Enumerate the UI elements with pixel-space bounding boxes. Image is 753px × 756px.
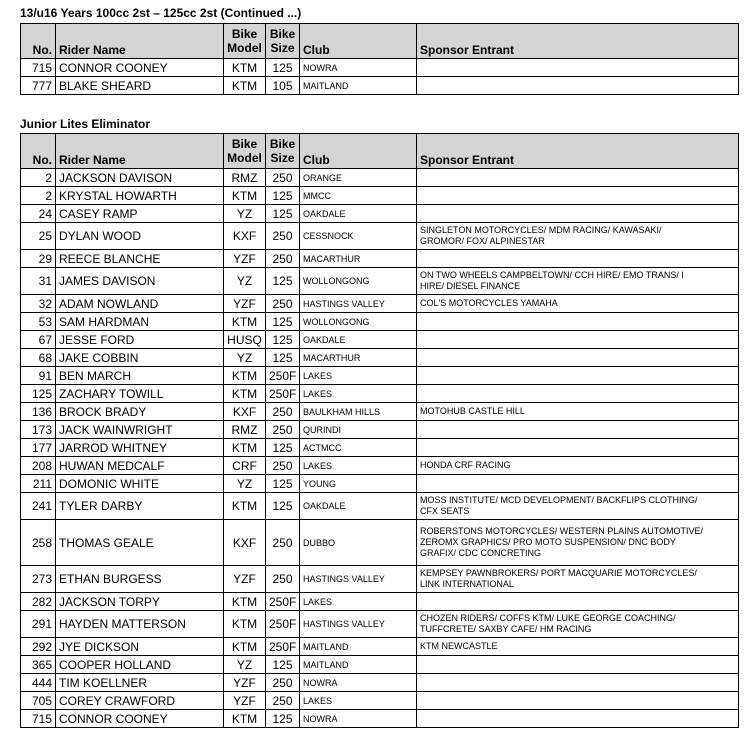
sponsor-line: KEMPSEY PAWNBROKERS/ PORT MACQUARIE MOTORCYCLES/ <box>420 568 697 578</box>
cell-bike-model: KTM <box>224 638 266 656</box>
cell-bike-model: YZ <box>224 349 266 367</box>
cell-rider-name: HAYDEN MATTERSON <box>56 611 224 638</box>
table-row <box>21 59 739 77</box>
cell-rider-name: ETHAN BURGESS <box>56 566 224 593</box>
cell-club: NOWRA <box>300 674 417 692</box>
cell-no: 24 <box>21 205 56 223</box>
cell-sponsor-entrant <box>417 421 739 439</box>
sponsor-line: GROMOR/ FOX/ ALPINESTAR <box>420 236 545 246</box>
cell-sponsor-entrant <box>417 475 739 493</box>
cell-sponsor-entrant <box>417 77 739 95</box>
cell-bike-model: RMZ <box>224 421 266 439</box>
riders-table-junior-lites <box>20 133 739 728</box>
cell-rider-name: JACK WAINWRIGHT <box>56 421 224 439</box>
cell-rider-name: JYE DICKSON <box>56 638 224 656</box>
cell-no: 136 <box>21 403 56 421</box>
cell-sponsor-entrant <box>417 611 739 638</box>
cell-no: 715 <box>21 59 56 77</box>
cell-sponsor-entrant <box>417 403 739 421</box>
header-sponsor-entrant: Sponsor Entrant <box>417 24 739 59</box>
table-row <box>21 223 739 250</box>
cell-bike-size: 125 <box>266 268 300 295</box>
table-row <box>21 169 739 187</box>
cell-club: WOLLONGONG <box>300 268 417 295</box>
cell-no: 292 <box>21 638 56 656</box>
cell-club: MACARTHUR <box>300 250 417 268</box>
cell-rider-name: JAMES DAVISON <box>56 268 224 295</box>
cell-bike-size: 250F <box>266 611 300 638</box>
cell-bike-model: YZF <box>224 295 266 313</box>
cell-rider-name: DYLAN WOOD <box>56 223 224 250</box>
header-sponsor-entrant: Sponsor Entrant <box>417 134 739 169</box>
cell-rider-name: ZACHARY TOWILL <box>56 385 224 403</box>
table-row <box>21 710 739 728</box>
sponsor-line: COL'S MOTORCYCLES YAMAHA <box>420 298 558 308</box>
cell-bike-size: 250F <box>266 367 300 385</box>
cell-rider-name: BROCK BRADY <box>56 403 224 421</box>
cell-club: DUBBO <box>300 520 417 566</box>
cell-club: HASTINGS VALLEY <box>300 566 417 593</box>
cell-club: MAITLAND <box>300 77 417 95</box>
cell-bike-size: 125 <box>266 187 300 205</box>
sponsor-line: MOTOHUB CASTLE HILL <box>420 406 525 416</box>
cell-rider-name: SAM HARDMAN <box>56 313 224 331</box>
sponsor-line: CHOZEN RIDERS/ COFFS KTM/ LUKE GEORGE COACHING/ <box>420 613 676 623</box>
table-row <box>21 349 739 367</box>
table-row <box>21 520 739 566</box>
sponsor-line: HIRE/ DIESEL FINANCE <box>420 281 521 291</box>
cell-no: 444 <box>21 674 56 692</box>
cell-rider-name: CASEY RAMP <box>56 205 224 223</box>
cell-club: ORANGE <box>300 169 417 187</box>
cell-bike-model: CRF <box>224 457 266 475</box>
cell-club: OAKDALE <box>300 205 417 223</box>
cell-club: MAITLAND <box>300 656 417 674</box>
cell-rider-name: TYLER DARBY <box>56 493 224 520</box>
table-header-row <box>21 134 739 169</box>
header-no: No. <box>21 134 56 169</box>
header-club: Club <box>300 24 417 59</box>
cell-no: 53 <box>21 313 56 331</box>
cell-bike-size: 250 <box>266 520 300 566</box>
cell-bike-size: 250 <box>266 169 300 187</box>
cell-no: 25 <box>21 223 56 250</box>
cell-club: LAKES <box>300 367 417 385</box>
cell-bike-size: 125 <box>266 313 300 331</box>
sponsor-line: MOSS INSTITUTE/ MCD DEVELOPMENT/ BACKFLIPS CLOTHING/ <box>420 495 698 505</box>
cell-sponsor-entrant <box>417 593 739 611</box>
cell-bike-size: 250F <box>266 638 300 656</box>
cell-bike-size: 125 <box>266 205 300 223</box>
cell-club: HASTINGS VALLEY <box>300 295 417 313</box>
cell-rider-name: KRYSTAL HOWARTH <box>56 187 224 205</box>
cell-sponsor-entrant <box>417 457 739 475</box>
riders-table-13u16 <box>20 23 739 95</box>
cell-bike-size: 125 <box>266 475 300 493</box>
sponsor-line: ROBERSTONS MOTORCYCLES/ WESTERN PLAINS AUTOMOTIVE/ <box>420 526 704 536</box>
cell-club: LAKES <box>300 692 417 710</box>
cell-club: MAITLAND <box>300 638 417 656</box>
section-title-13u16: 13/u16 Years 100cc 2st – 125cc 2st (Continued ...) <box>20 6 302 20</box>
cell-bike-model: YZF <box>224 674 266 692</box>
cell-club: OAKDALE <box>300 331 417 349</box>
cell-club: LAKES <box>300 385 417 403</box>
cell-sponsor-entrant <box>417 439 739 457</box>
header-rider-name: Rider Name <box>56 134 224 169</box>
sponsor-line: ZEROMX GRAPHICS/ PRO MOTO SUSPENSION/ DNC BODY <box>420 537 676 547</box>
cell-rider-name: JAKE COBBIN <box>56 349 224 367</box>
cell-sponsor-entrant <box>417 566 739 593</box>
cell-bike-size: 250 <box>266 223 300 250</box>
cell-bike-model: KXF <box>224 520 266 566</box>
cell-club: YOUNG <box>300 475 417 493</box>
cell-bike-size: 250F <box>266 593 300 611</box>
table-row <box>21 457 739 475</box>
cell-bike-size: 125 <box>266 59 300 77</box>
cell-no: 173 <box>21 421 56 439</box>
table-row <box>21 656 739 674</box>
cell-club: WOLLONGONG <box>300 313 417 331</box>
cell-bike-model: RMZ <box>224 169 266 187</box>
cell-bike-model: YZ <box>224 475 266 493</box>
cell-club: BAULKHAM HILLS <box>300 403 417 421</box>
table-row <box>21 250 739 268</box>
header-club: Club <box>300 134 417 169</box>
cell-no: 91 <box>21 367 56 385</box>
cell-bike-size: 250 <box>266 692 300 710</box>
cell-sponsor-entrant <box>417 313 739 331</box>
cell-sponsor-entrant <box>417 638 739 656</box>
cell-rider-name: DOMONIC WHITE <box>56 475 224 493</box>
header-bike-model: Bike Model <box>224 134 266 169</box>
cell-rider-name: COOPER HOLLAND <box>56 656 224 674</box>
sponsor-line: KTM NEWCASTLE <box>420 641 498 651</box>
cell-no: 715 <box>21 710 56 728</box>
table-row <box>21 421 739 439</box>
table-row <box>21 493 739 520</box>
sponsor-line: HONDA CRF RACING <box>420 460 511 470</box>
cell-club: LAKES <box>300 593 417 611</box>
cell-bike-model: KTM <box>224 367 266 385</box>
header-bike-size: Bike Size <box>266 134 300 169</box>
cell-bike-size: 125 <box>266 493 300 520</box>
cell-no: 365 <box>21 656 56 674</box>
sponsor-line: ON TWO WHEELS CAMPBELTOWN/ CCH HIRE/ EMO TRANS/ I <box>420 270 684 280</box>
cell-club: NOWRA <box>300 59 417 77</box>
table-row <box>21 475 739 493</box>
cell-bike-model: KTM <box>224 493 266 520</box>
sponsor-line: GRAFIX/ CDC CONCRETING <box>420 548 542 558</box>
cell-sponsor-entrant <box>417 331 739 349</box>
cell-rider-name: JESSE FORD <box>56 331 224 349</box>
cell-sponsor-entrant <box>417 223 739 250</box>
cell-bike-size: 125 <box>266 439 300 457</box>
cell-sponsor-entrant <box>417 59 739 77</box>
cell-no: 67 <box>21 331 56 349</box>
cell-no: 32 <box>21 295 56 313</box>
cell-sponsor-entrant <box>417 250 739 268</box>
cell-sponsor-entrant <box>417 692 739 710</box>
cell-bike-size: 250 <box>266 457 300 475</box>
cell-bike-size: 250 <box>266 566 300 593</box>
cell-rider-name: HUWAN MEDCALF <box>56 457 224 475</box>
cell-rider-name: TIM KOELLNER <box>56 674 224 692</box>
cell-no: 211 <box>21 475 56 493</box>
header-bike-model: Bike Model <box>224 24 266 59</box>
cell-bike-model: KTM <box>224 187 266 205</box>
cell-no: 273 <box>21 566 56 593</box>
cell-no: 31 <box>21 268 56 295</box>
table-row <box>21 638 739 656</box>
cell-club: CESSNOCK <box>300 223 417 250</box>
header-no: No. <box>21 24 56 59</box>
cell-rider-name: JARROD WHITNEY <box>56 439 224 457</box>
cell-sponsor-entrant <box>417 268 739 295</box>
sponsor-line: LINK INTERNATIONAL <box>420 579 514 589</box>
cell-no: 291 <box>21 611 56 638</box>
cell-sponsor-entrant <box>417 674 739 692</box>
cell-rider-name: JACKSON DAVISON <box>56 169 224 187</box>
cell-no: 29 <box>21 250 56 268</box>
cell-bike-size: 125 <box>266 710 300 728</box>
cell-no: 258 <box>21 520 56 566</box>
cell-sponsor-entrant <box>417 493 739 520</box>
table-row <box>21 268 739 295</box>
header-bike-size: Bike Size <box>266 24 300 59</box>
cell-club: MACARTHUR <box>300 349 417 367</box>
cell-bike-model: KTM <box>224 439 266 457</box>
cell-sponsor-entrant <box>417 349 739 367</box>
cell-bike-model: KTM <box>224 59 266 77</box>
cell-bike-size: 105 <box>266 77 300 95</box>
cell-club: OAKDALE <box>300 493 417 520</box>
cell-no: 68 <box>21 349 56 367</box>
table-row <box>21 692 739 710</box>
cell-no: 2 <box>21 187 56 205</box>
cell-no: 208 <box>21 457 56 475</box>
cell-bike-model: YZ <box>224 656 266 674</box>
cell-bike-model: HUSQ <box>224 331 266 349</box>
cell-sponsor-entrant <box>417 187 739 205</box>
cell-bike-model: YZF <box>224 692 266 710</box>
cell-bike-size: 250 <box>266 421 300 439</box>
table-row <box>21 295 739 313</box>
section-title-junior-lites: Junior Lites Eliminator <box>20 117 151 131</box>
table-row <box>21 187 739 205</box>
cell-sponsor-entrant <box>417 169 739 187</box>
cell-sponsor-entrant <box>417 385 739 403</box>
cell-no: 777 <box>21 77 56 95</box>
table-row <box>21 593 739 611</box>
cell-rider-name: JACKSON TORPY <box>56 593 224 611</box>
cell-rider-name: BEN MARCH <box>56 367 224 385</box>
cell-rider-name: THOMAS GEALE <box>56 520 224 566</box>
table-row <box>21 385 739 403</box>
table-row <box>21 674 739 692</box>
cell-no: 2 <box>21 169 56 187</box>
cell-no: 705 <box>21 692 56 710</box>
cell-bike-model: KTM <box>224 710 266 728</box>
cell-bike-model: KXF <box>224 223 266 250</box>
cell-no: 177 <box>21 439 56 457</box>
cell-sponsor-entrant <box>417 710 739 728</box>
cell-bike-model: KTM <box>224 385 266 403</box>
cell-club: QURINDI <box>300 421 417 439</box>
sponsor-line: TUFFCRETE/ SAXBY CAFE/ HM RACING <box>420 624 592 634</box>
cell-bike-model: KTM <box>224 611 266 638</box>
cell-sponsor-entrant <box>417 205 739 223</box>
cell-sponsor-entrant <box>417 367 739 385</box>
sponsor-line: CFX SEATS <box>420 506 470 516</box>
table-row <box>21 331 739 349</box>
cell-no: 241 <box>21 493 56 520</box>
cell-bike-size: 250F <box>266 385 300 403</box>
cell-sponsor-entrant <box>417 295 739 313</box>
cell-bike-model: YZF <box>224 566 266 593</box>
cell-no: 125 <box>21 385 56 403</box>
table-row <box>21 403 739 421</box>
cell-bike-size: 250 <box>266 674 300 692</box>
cell-club: NOWRA <box>300 710 417 728</box>
cell-bike-model: KXF <box>224 403 266 421</box>
cell-bike-model: YZF <box>224 250 266 268</box>
cell-bike-size: 125 <box>266 349 300 367</box>
cell-rider-name: REECE BLANCHE <box>56 250 224 268</box>
table-row <box>21 77 739 95</box>
cell-rider-name: ADAM NOWLAND <box>56 295 224 313</box>
header-rider-name: Rider Name <box>56 24 224 59</box>
cell-sponsor-entrant <box>417 520 739 566</box>
cell-no: 282 <box>21 593 56 611</box>
cell-bike-model: YZ <box>224 268 266 295</box>
table-row <box>21 205 739 223</box>
table-row <box>21 566 739 593</box>
table-row <box>21 367 739 385</box>
sponsor-line: SINGLETON MOTORCYCLES/ MDM RACING/ KAWASAKI/ <box>420 225 662 235</box>
cell-bike-size: 250 <box>266 403 300 421</box>
cell-bike-size: 125 <box>266 656 300 674</box>
cell-bike-size: 250 <box>266 250 300 268</box>
cell-rider-name: CONNOR COONEY <box>56 59 224 77</box>
cell-bike-size: 250 <box>266 295 300 313</box>
table-row <box>21 611 739 638</box>
cell-club: LAKES <box>300 457 417 475</box>
cell-club: ACTMCC <box>300 439 417 457</box>
cell-bike-model: KTM <box>224 593 266 611</box>
table-header-row <box>21 24 739 59</box>
cell-bike-model: KTM <box>224 77 266 95</box>
cell-club: HASTINGS VALLEY <box>300 611 417 638</box>
cell-rider-name: CONNOR COONEY <box>56 710 224 728</box>
cell-bike-model: KTM <box>224 313 266 331</box>
table-row <box>21 439 739 457</box>
table-row <box>21 313 739 331</box>
cell-sponsor-entrant <box>417 656 739 674</box>
cell-club: MMCC <box>300 187 417 205</box>
cell-rider-name: COREY CRAWFORD <box>56 692 224 710</box>
cell-bike-model: YZ <box>224 205 266 223</box>
cell-rider-name: BLAKE SHEARD <box>56 77 224 95</box>
cell-bike-size: 125 <box>266 331 300 349</box>
